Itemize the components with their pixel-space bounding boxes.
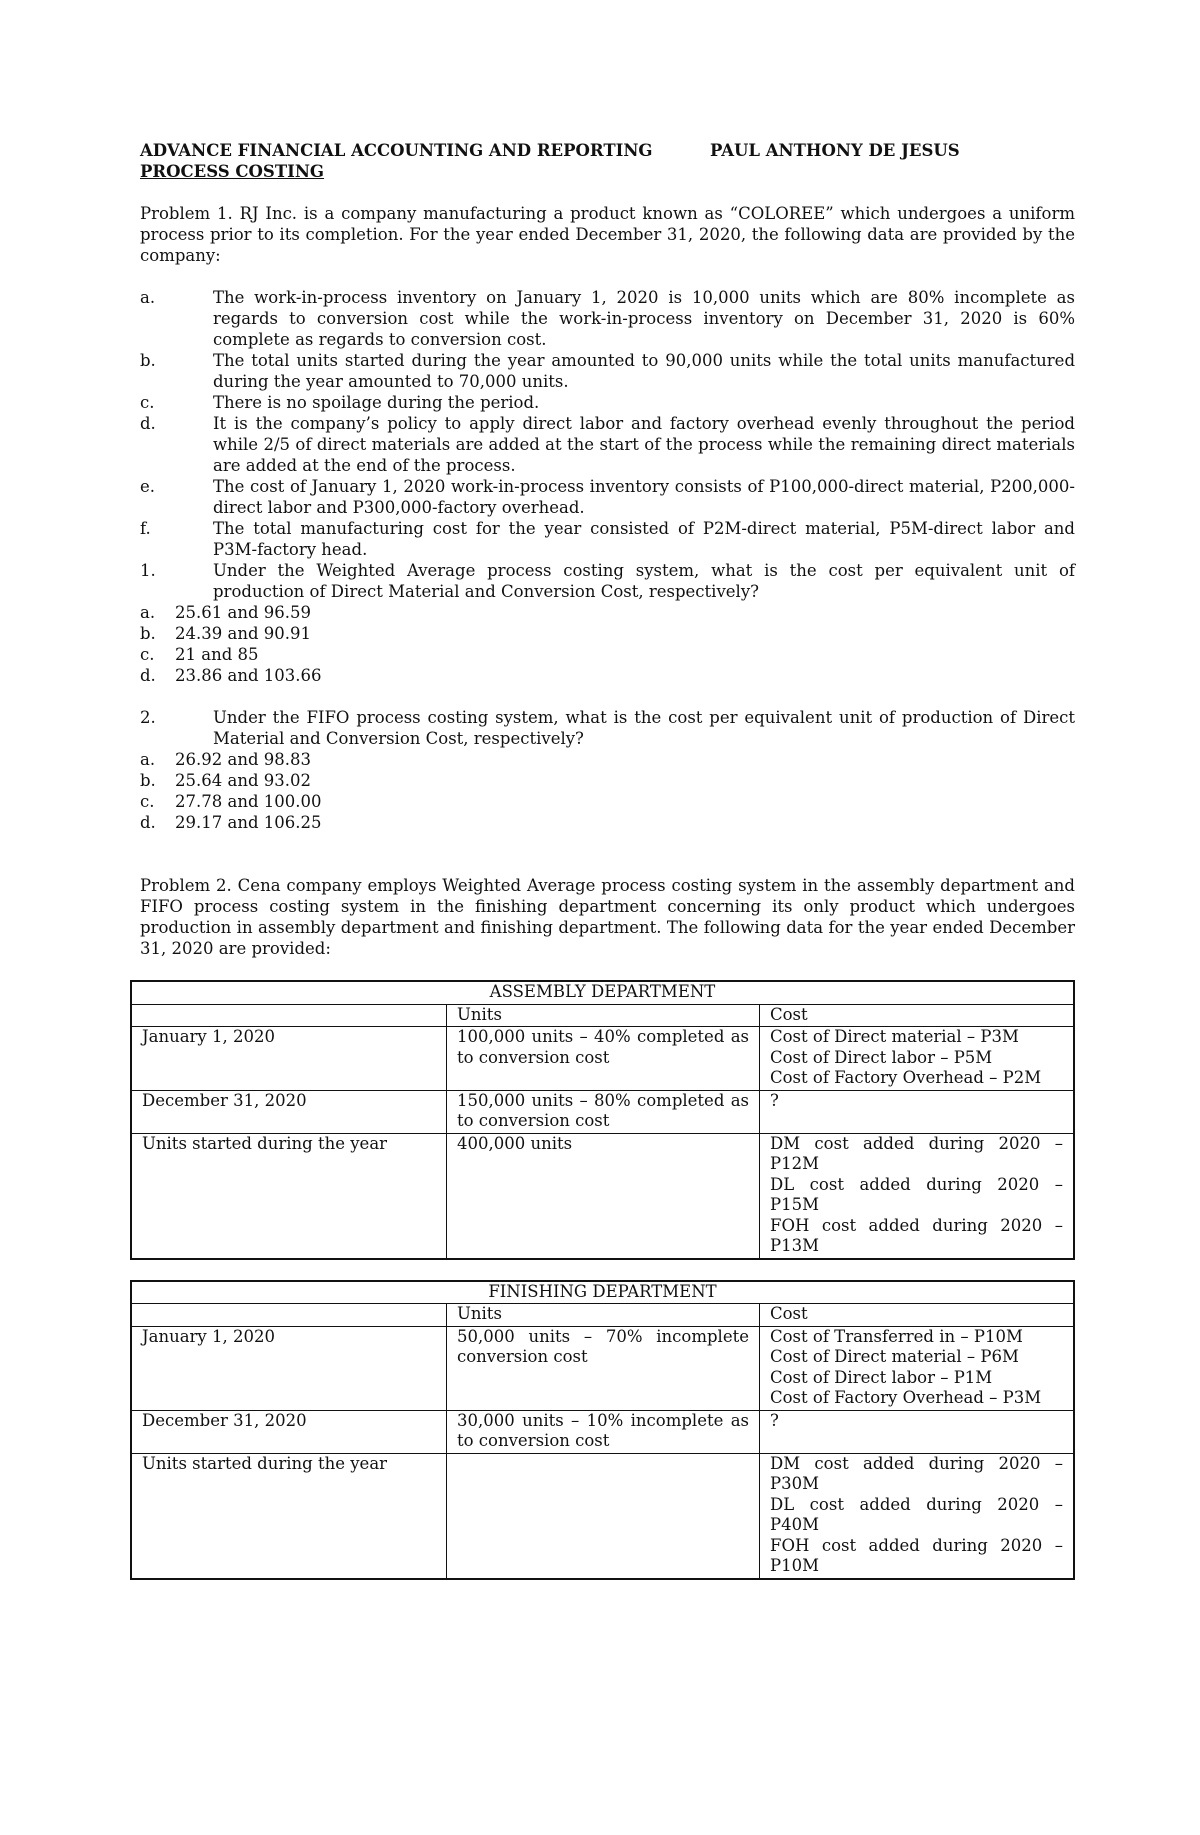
choice-marker: b. — [140, 624, 156, 643]
table-row — [131, 1027, 1074, 1091]
item-marker: e. — [140, 477, 156, 496]
choice-text: 25.64 and 93.02 — [175, 771, 311, 790]
cost-line: Cost of Transferred in – P10M — [770, 1326, 1023, 1346]
cost-line: Cost of Factory Overhead – P3M — [770, 1388, 1042, 1407]
item-marker: d. — [140, 414, 156, 433]
cost-cell — [760, 1027, 1075, 1091]
cost-line: DL cost added during 2020 – P40M — [770, 1494, 1063, 1534]
choice-c — [140, 644, 1075, 665]
choice-c — [140, 791, 1075, 812]
item-marker: f. — [140, 519, 151, 538]
table-spacer — [140, 1260, 1075, 1280]
choice-text: 23.86 and 103.66 — [175, 666, 322, 685]
units-cell — [447, 1453, 760, 1579]
row-label: January 1, 2020 — [131, 1027, 447, 1091]
cost-line: DM cost added during 2020 – P12M — [770, 1133, 1063, 1173]
row-label: Units started during the year — [131, 1133, 447, 1259]
choice-marker: d. — [140, 666, 156, 685]
header-cell-cost: Cost — [760, 1004, 1075, 1027]
choice-marker: a. — [140, 603, 156, 622]
header-cell-units: Units — [447, 1304, 760, 1327]
question-1 — [140, 560, 1075, 686]
header-cell-units: Units — [447, 1004, 760, 1027]
table-row — [131, 1133, 1074, 1259]
choice-b — [140, 623, 1075, 644]
choice-a — [140, 602, 1075, 623]
question-number: 1. — [140, 561, 156, 580]
table-header-row — [131, 1004, 1074, 1027]
assembly-department-table — [130, 980, 1075, 1260]
units-cell: 400,000 units — [447, 1133, 760, 1259]
table-row — [131, 1410, 1074, 1453]
cost-line: FOH cost added during 2020 – P13M — [770, 1215, 1063, 1255]
problem1-questions — [140, 560, 1075, 833]
choice-d — [140, 812, 1075, 833]
choice-list — [140, 749, 1075, 833]
cost-cell — [760, 1326, 1075, 1410]
list-item — [140, 413, 1075, 476]
problem1-data-list — [140, 287, 1075, 560]
table-row — [131, 1453, 1074, 1579]
list-item — [140, 350, 1075, 392]
row-label: December 31, 2020 — [131, 1410, 447, 1453]
cost-cell — [760, 1410, 1075, 1453]
topic-title: PROCESS COSTING — [140, 162, 325, 181]
question-text: Under the Weighted Average process costing system, what is the cost per equivalent unit of production of Direct Material and Conversion Cost, respectively? — [213, 561, 1075, 601]
item-text: The total manufacturing cost for the year consisted of P2M-direct material, P5M-direct labor and P3M-factory head. — [213, 519, 1075, 559]
question-text: Under the FIFO process costing system, what is the cost per equivalent unit of production of Direct Material and Conversion Cost, respectively? — [213, 708, 1075, 748]
item-text: The work-in-process inventory on January 1, 2020 is 10,000 units which are 80% incomplete as regards to conversion cost while the work-in-process inventory on December 31, 2020 is 60% complete as regards to conversion cost. — [213, 288, 1075, 349]
cost-line: ? — [770, 1410, 779, 1430]
units-cell: 50,000 units – 70% incomplete conversion cost — [447, 1326, 760, 1410]
choice-text: 24.39 and 90.91 — [175, 624, 311, 643]
choice-list — [140, 602, 1075, 686]
item-marker: a. — [140, 288, 156, 307]
item-marker: b. — [140, 351, 156, 370]
table-header-row — [131, 1304, 1074, 1327]
question-number: 2. — [140, 708, 156, 727]
choice-text: 29.17 and 106.25 — [175, 813, 322, 832]
choice-a — [140, 749, 1075, 770]
choice-marker: a. — [140, 750, 156, 769]
list-item — [140, 392, 1075, 413]
choice-marker: b. — [140, 771, 156, 790]
table-row — [131, 1326, 1074, 1410]
course-title: ADVANCE FINANCIAL ACCOUNTING AND REPORTING — [140, 141, 653, 160]
cost-line: DL cost added during 2020 – P15M — [770, 1174, 1063, 1214]
cost-line: Cost of Direct material – P6M — [770, 1347, 1019, 1366]
row-label: January 1, 2020 — [131, 1326, 447, 1410]
choice-text: 27.78 and 100.00 — [175, 792, 322, 811]
problem1-intro: Problem 1. RJ Inc. is a company manufacturing a product known as “COLOREE” which undergoes a uniform process prior to its completion. For the year ended December 31, 2020, the following data are provided by the company: — [140, 204, 1075, 265]
cost-line: DM cost added during 2020 – P30M — [770, 1453, 1063, 1493]
author-name: PAUL ANTHONY DE JESUS — [710, 141, 960, 160]
problem2-intro: Problem 2. Cena company employs Weighted Average process costing system in the assembly department and FIFO process costing system in the finishing department concerning its only product which undergoes production in assembly department and finishing department. The following data for the year ended December 31, 2020 are provided: — [140, 876, 1075, 958]
document-header — [140, 140, 1075, 161]
item-text: There is no spoilage during the period. — [213, 393, 540, 412]
choice-marker: c. — [140, 792, 155, 811]
question-2 — [140, 707, 1075, 833]
choice-text: 26.92 and 98.83 — [175, 750, 311, 769]
finishing-department-table — [130, 1280, 1075, 1580]
header-cell-empty — [131, 1004, 447, 1027]
cost-line: Cost of Direct labor – P5M — [770, 1047, 993, 1067]
item-text: It is the company’s policy to apply direct labor and factory overhead evenly throughout the period while 2/5 of direct materials are added at the start of the process while the remaining direct materials are added at the end of the process. — [213, 414, 1075, 475]
choice-text: 25.61 and 96.59 — [175, 603, 311, 622]
cost-line: FOH cost added during 2020 – P10M — [770, 1535, 1063, 1575]
units-cell: 150,000 units – 80% completed as to conversion cost — [447, 1090, 760, 1133]
choice-d — [140, 665, 1075, 686]
list-item — [140, 476, 1075, 518]
document-page — [140, 140, 1075, 1580]
row-label: Units started during the year — [131, 1453, 447, 1579]
list-item — [140, 518, 1075, 560]
header-cell-cost: Cost — [760, 1304, 1075, 1327]
row-label: December 31, 2020 — [131, 1090, 447, 1133]
item-marker: c. — [140, 393, 155, 412]
units-cell: 100,000 units – 40% completed as to conversion cost — [447, 1027, 760, 1091]
table-row — [131, 1090, 1074, 1133]
units-cell: 30,000 units – 10% incomplete as to conversion cost — [447, 1410, 760, 1453]
cost-line: Cost of Factory Overhead – P2M — [770, 1068, 1042, 1087]
choice-text: 21 and 85 — [175, 645, 259, 664]
cost-line: Cost of Direct material – P3M — [770, 1027, 1019, 1046]
cost-line: ? — [770, 1090, 779, 1110]
list-item — [140, 287, 1075, 350]
cost-line: Cost of Direct labor – P1M — [770, 1367, 993, 1387]
cost-cell — [760, 1453, 1075, 1579]
table-title: ASSEMBLY DEPARTMENT — [131, 981, 1074, 1004]
header-cell-empty — [131, 1304, 447, 1327]
table-title: FINISHING DEPARTMENT — [131, 1281, 1074, 1304]
choice-marker: d. — [140, 813, 156, 832]
item-text: The total units started during the year amounted to 90,000 units while the total units manufactured during the year amounted to 70,000 units. — [213, 351, 1075, 391]
item-text: The cost of January 1, 2020 work-in-process inventory consists of P100,000-direct material, P200,000-direct labor and P300,000-factory overhead. — [213, 477, 1075, 517]
cost-cell — [760, 1133, 1075, 1259]
choice-marker: c. — [140, 645, 155, 664]
cost-cell — [760, 1090, 1075, 1133]
choice-b — [140, 770, 1075, 791]
